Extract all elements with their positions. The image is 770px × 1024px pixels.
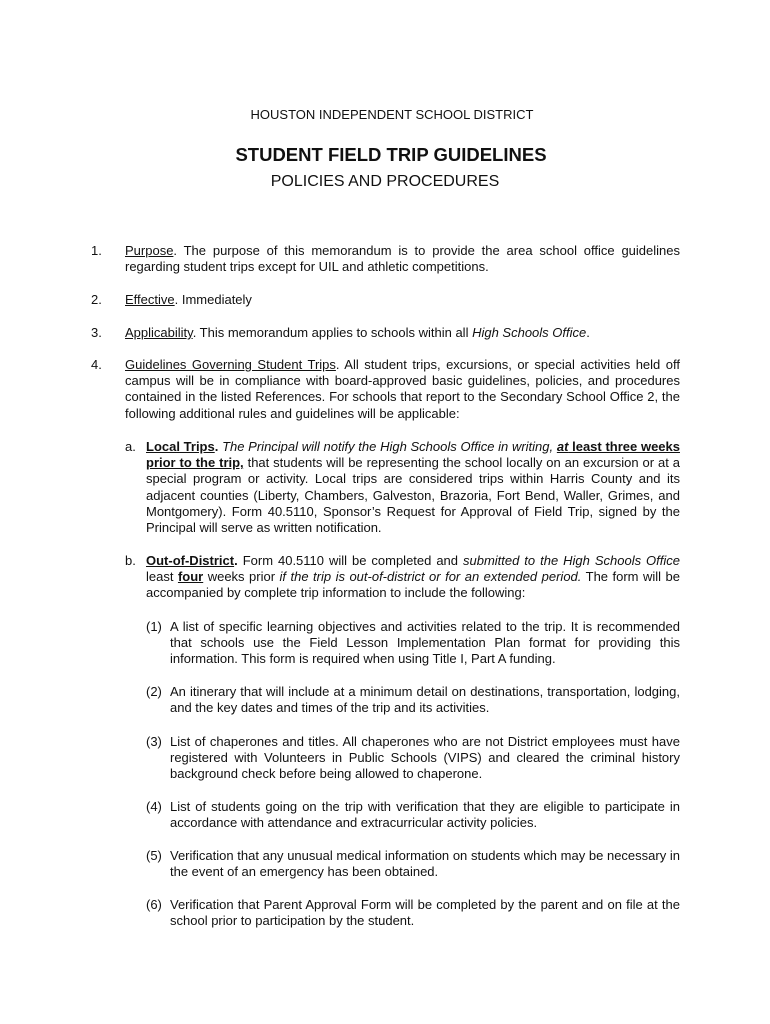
list-item <box>146 799 680 831</box>
subsection-b-heading: Out-of-District <box>146 553 235 568</box>
subsection-b-italic-1: submitted to the High Schools Office <box>462 553 680 568</box>
list-item-label: (3) <box>146 734 162 749</box>
list-item-text: Verification that any unusual medical information on students which may be necessary in the event of an emergency has been obtained. <box>170 848 680 880</box>
subsection-b-italic-2: if the trip is out-of-district or for an extended period. <box>279 569 582 585</box>
subsection-a-italic: The Principal will notify the High Schools Office in writing, <box>218 439 557 454</box>
section-1-text: . The purpose of this memorandum is to provide the area school office guidelines regarding student trips except for UIL and athletic competitions. <box>125 243 680 275</box>
subsection-a-letter: a. <box>125 439 136 454</box>
list-item-label: (5) <box>146 848 162 863</box>
section-2-effective <box>125 292 680 308</box>
subsection-a-local-trips <box>146 439 680 536</box>
list-item-text: Verification that Parent Approval Form will be completed by the parent and on file at the school prior to participation by the student. <box>170 897 680 929</box>
section-4-heading: Guidelines Governing Student Trips <box>125 357 336 372</box>
list-item-text: List of students going on the trip with verification that they are eligible to participate in accordance with attendance and extracurricular activity policies. <box>170 799 680 831</box>
section-3-text: . This memorandum applies to schools within all <box>192 325 473 340</box>
subsection-b-text-2: least <box>146 569 178 585</box>
list-item <box>146 619 680 668</box>
section-3-applicability <box>125 325 680 341</box>
list-item <box>146 734 680 783</box>
list-item-text: An itinerary that will include at a minimum detail on destinations, transportation, lodging, and the key dates and times of the trip and its activities. <box>170 684 680 716</box>
section-4-guidelines <box>125 357 680 422</box>
subsection-a-bold-italic: at <box>556 439 569 454</box>
list-item <box>146 848 680 880</box>
subsection-a-text: that students will be representing the school locally on an excursion or at a special program or activity. Local trips are considered trips within Harris County and its adjacent counties (Liberty, Chambers, Galveston, Brazoria, Fort Bend, Waller, Grimes, and Montgomery). Form 40.5110, Sponsor’s Request for Approval of Field Trip, signed by the Principal will serve as written notification. <box>146 455 680 536</box>
subsection-a-dot: . <box>214 439 219 454</box>
subsection-b-dot: . <box>234 553 238 568</box>
list-item-text: A list of specific learning objectives and activities related to the trip. It is recommended that schools use the Field Lesson Implementation Plan format for providing this information. This form is required when using Title I, Part A funding. <box>170 619 680 667</box>
section-1-purpose <box>125 243 680 275</box>
section-2-number: 2. <box>91 292 102 307</box>
subsection-a-bold: least three weeks prior to the trip, <box>146 439 680 471</box>
section-3-heading: Applicability <box>125 325 193 340</box>
subsection-b-letter: b. <box>125 553 136 568</box>
section-2-text: . Immediately <box>174 292 252 307</box>
subsection-a-heading: Local Trips <box>146 439 215 454</box>
list-item-label: (2) <box>146 684 162 699</box>
list-item-text: List of chaperones and titles. All chaperones who are not District employees must have registered with Volunteers in Public Schools (VIPS) and cleared the criminal history background check before being allowed to chaperone. <box>170 734 680 782</box>
document-title: STUDENT FIELD TRIP GUIDELINES <box>235 144 547 165</box>
list-item-label: (6) <box>146 897 162 912</box>
subsection-b-out-of-district <box>146 553 680 602</box>
section-3-end: . <box>586 325 590 340</box>
section-4-text: . All student trips, excursions, or special activities held off campus will be in compliance with board-approved basic guidelines, policies, and procedures contained in the listed References. For schools that report to the Secondary School Office 2, the following additional rules and guidelines will be applicable: <box>125 357 680 421</box>
subsection-b-text-3: weeks prior <box>203 569 280 585</box>
section-3-italic: High Schools Office <box>472 325 587 340</box>
district-name: HOUSTON INDEPENDENT SCHOOL DISTRICT <box>250 107 534 122</box>
subsection-b-text-4: The form will be accompanied by complete trip information to include the following: <box>146 569 680 601</box>
list-item-label: (1) <box>146 619 162 634</box>
section-1-number: 1. <box>91 243 102 258</box>
list-item <box>146 684 680 716</box>
section-2-heading: Effective <box>125 292 175 307</box>
list-item <box>146 897 680 929</box>
document-subtitle: POLICIES AND PROCEDURES <box>270 173 500 190</box>
section-3-number: 3. <box>91 325 102 340</box>
section-1-heading: Purpose <box>125 243 174 258</box>
subsection-b-text-1: Form 40.5110 will be completed and <box>237 553 463 568</box>
section-4-number: 4. <box>91 357 102 372</box>
subsection-b-bold: four <box>177 569 204 585</box>
list-item-label: (4) <box>146 799 162 814</box>
